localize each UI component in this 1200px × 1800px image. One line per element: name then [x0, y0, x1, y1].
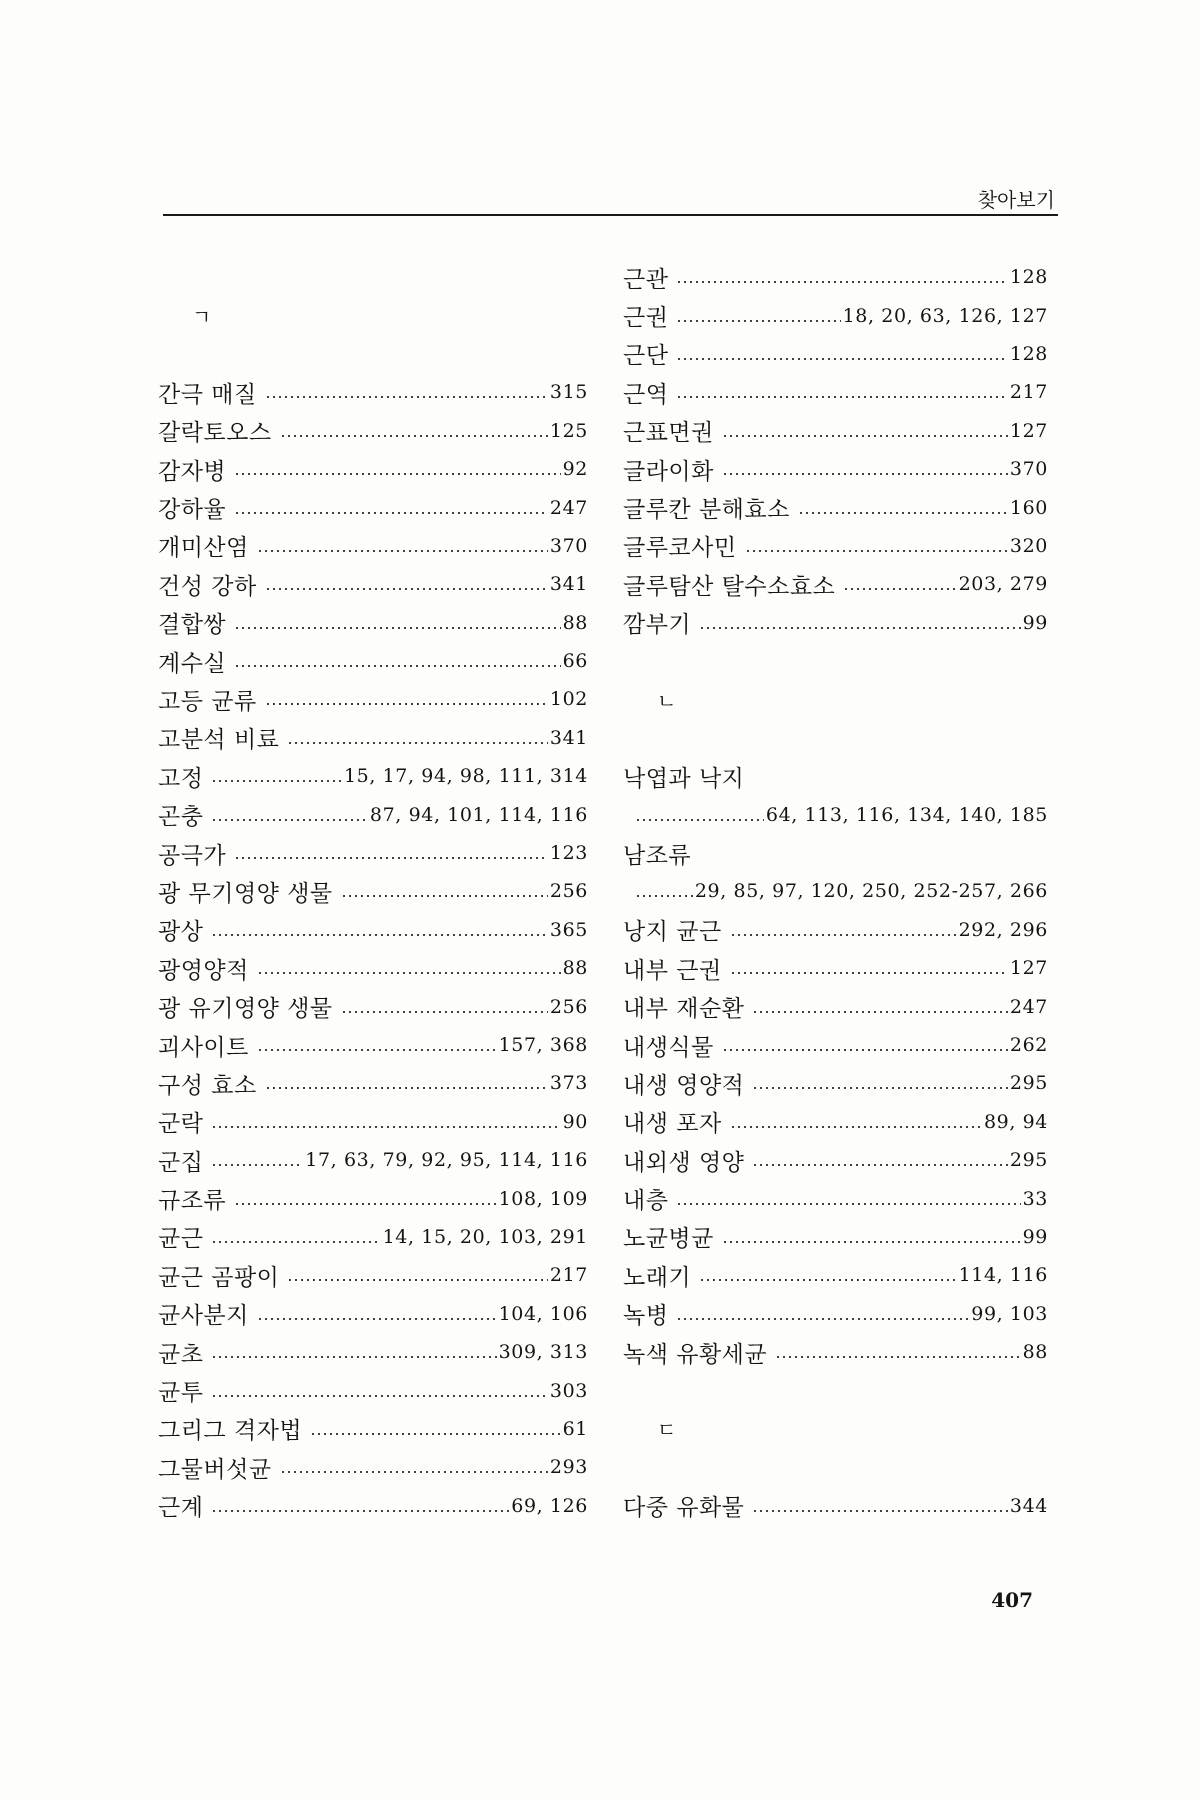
- index-entry: [623, 488, 1048, 526]
- page-refs: 262: [1009, 1034, 1048, 1056]
- index-term: 구성 효소: [158, 1072, 257, 1099]
- page-refs: 370: [1009, 458, 1048, 481]
- dot-leader: [730, 934, 957, 936]
- dot-leader: [745, 550, 1008, 552]
- index-term: 광영양적: [158, 957, 249, 984]
- dot-leader: [287, 1279, 548, 1281]
- page-refs: 203, 279: [958, 573, 1048, 596]
- page-refs: 370: [549, 534, 588, 557]
- section-letter-n: ㄴ: [657, 688, 677, 713]
- index-entry: [623, 1064, 1048, 1102]
- dot-leader: [722, 473, 1008, 475]
- dot-leader: [341, 895, 548, 897]
- index-term: 근권: [623, 305, 669, 332]
- dot-leader: [257, 550, 548, 552]
- page-refs: 90: [562, 1110, 588, 1133]
- index-entry: [623, 1256, 1048, 1294]
- index-term: 근관: [623, 266, 669, 293]
- spacer: [623, 642, 1048, 680]
- page-refs: 373: [549, 1072, 588, 1095]
- page-refs: 89, 94: [983, 1110, 1048, 1133]
- index-entry: [623, 1295, 1048, 1333]
- index-term: 글루탐산 탈수소효소: [623, 573, 836, 600]
- index-entry: [158, 795, 588, 833]
- index-entry: [158, 565, 588, 603]
- section-letter-g: ㄱ: [192, 305, 212, 330]
- dot-leader: [211, 780, 342, 782]
- dot-leader: [211, 1164, 303, 1166]
- dot-leader: [676, 281, 1007, 283]
- index-term: 균투: [158, 1380, 204, 1407]
- dot-leader: [635, 895, 693, 897]
- index-term: 간극 매질: [158, 381, 257, 408]
- index-entry: [158, 1410, 588, 1448]
- dot-leader: [265, 588, 548, 590]
- dot-leader: [234, 627, 560, 629]
- spacer: [623, 1371, 1048, 1409]
- index-entry: [623, 258, 1048, 296]
- page-refs: 99: [1022, 611, 1048, 634]
- dot-leader: [287, 742, 548, 744]
- index-term: 그물버섯균: [158, 1456, 272, 1483]
- page-refs: 293: [549, 1456, 588, 1479]
- index-entry: [158, 1487, 588, 1525]
- index-term: 공극가: [158, 842, 227, 869]
- index-entry: [158, 757, 588, 795]
- dot-leader: [234, 857, 548, 859]
- dot-leader: [265, 1087, 548, 1089]
- index-term: 내생식물: [623, 1034, 714, 1061]
- index-term: 군락: [158, 1111, 204, 1138]
- page-refs: 15, 17, 94, 98, 111, 314: [343, 765, 588, 788]
- page-refs: 256: [549, 880, 588, 903]
- index-entry: [158, 680, 588, 718]
- index-entry: [158, 1218, 588, 1256]
- index-entry: [623, 1026, 1048, 1064]
- page-refs: 256: [549, 995, 588, 1018]
- index-term: 내생 영양적: [623, 1072, 745, 1099]
- index-entry: [623, 373, 1048, 411]
- index-term: 글루칸 분해효소: [623, 497, 790, 524]
- dot-leader: [211, 1126, 560, 1128]
- dot-leader: [234, 665, 560, 667]
- right-entries-g: [623, 258, 1048, 642]
- index-entry: [623, 1141, 1048, 1179]
- index-term: 균초: [158, 1341, 204, 1368]
- dot-leader: [722, 435, 1008, 437]
- index-term: 노균병균: [623, 1226, 714, 1253]
- dot-leader: [310, 1433, 560, 1435]
- page-refs: 87, 94, 101, 114, 116: [369, 803, 588, 826]
- page-refs: 128: [1009, 342, 1048, 365]
- index-entry: [623, 296, 1048, 334]
- page-refs: 247: [1009, 995, 1048, 1018]
- index-term: 갈락토오스: [158, 420, 272, 447]
- page-refs: 69, 126: [511, 1494, 588, 1517]
- page-refs: 341: [549, 726, 588, 749]
- index-term: 낭지 균근: [623, 919, 722, 946]
- header-rule: [163, 214, 1058, 216]
- page-refs: 88: [562, 611, 588, 634]
- index-term: 규조류: [158, 1188, 227, 1215]
- dot-leader: [676, 396, 1007, 398]
- index-term: 균근 곰팡이: [158, 1264, 280, 1291]
- index-entry: [623, 1487, 1048, 1525]
- page-refs: 88: [1022, 1341, 1048, 1364]
- index-entry: [158, 987, 588, 1025]
- index-entry: [158, 412, 588, 450]
- index-term: 내생 포자: [623, 1111, 722, 1138]
- right-column: [623, 258, 1048, 1525]
- dot-leader: [676, 1318, 969, 1320]
- index-entry: [158, 1256, 588, 1294]
- page-refs: 344: [1009, 1494, 1048, 1517]
- dot-leader: [843, 588, 956, 590]
- index-term: 녹색 유황세균: [623, 1341, 768, 1368]
- index-entry: [623, 1179, 1048, 1217]
- page-refs: 123: [549, 842, 588, 865]
- page-refs: 365: [549, 918, 588, 941]
- dot-leader: [722, 1049, 1008, 1051]
- page-refs: 29, 85, 97, 120, 250, 252-257, 266: [694, 880, 1048, 903]
- dot-leader: [752, 1011, 1008, 1013]
- index-entry: [158, 1295, 588, 1333]
- page-refs: 315: [549, 381, 588, 404]
- dot-leader: [676, 358, 1007, 360]
- dot-leader: [211, 1395, 547, 1397]
- page-refs: 303: [549, 1379, 588, 1402]
- dot-leader: [635, 819, 764, 821]
- index-entry: [158, 527, 588, 565]
- index-term: 글루코사민: [623, 535, 737, 562]
- dot-leader: [257, 972, 561, 974]
- index-term: 내부 재순환: [623, 996, 745, 1023]
- index-term: 근단: [623, 343, 669, 370]
- dot-leader: [752, 1087, 1008, 1089]
- page-refs: 341: [549, 573, 588, 596]
- dot-leader: [211, 1356, 496, 1358]
- page-refs: 247: [549, 496, 588, 519]
- page-refs: 320: [1009, 534, 1048, 557]
- index-entry: [623, 1218, 1048, 1256]
- index-entry: [623, 757, 1048, 795]
- index-term: 개미산염: [158, 535, 249, 562]
- page-refs: 292, 296: [958, 918, 1048, 941]
- index-entry: [158, 1026, 588, 1064]
- left-column: [158, 258, 588, 1525]
- index-entry: [158, 1333, 588, 1371]
- page-refs: 104, 106: [498, 1302, 588, 1325]
- index-term: 그리그 격자법: [158, 1418, 303, 1445]
- section-letter-d: ㄷ: [657, 1418, 677, 1443]
- page-refs: 99, 103: [971, 1302, 1048, 1325]
- page-refs: 66: [562, 650, 588, 673]
- page-refs: 108, 109: [498, 1187, 588, 1210]
- page-refs: 114, 116: [958, 1264, 1048, 1287]
- page-refs: 295: [1009, 1072, 1048, 1095]
- dot-leader: [699, 627, 1020, 629]
- index-term: 군집: [158, 1149, 204, 1176]
- page-refs: 160: [1009, 496, 1048, 519]
- index-entry-continuation: [623, 795, 1048, 833]
- page-refs: 99: [1022, 1225, 1048, 1248]
- dot-leader: [265, 396, 548, 398]
- index-term: 균사분지: [158, 1303, 249, 1330]
- index-entry: [158, 604, 588, 642]
- index-entry: [623, 1103, 1048, 1141]
- dot-leader: [798, 512, 1008, 514]
- index-term: 고등 균류: [158, 688, 257, 715]
- page-refs: 295: [1009, 1149, 1048, 1172]
- page-refs: 18, 20, 63, 126, 127: [842, 304, 1048, 327]
- index-entry: [623, 450, 1048, 488]
- index-term: 깜부기: [623, 612, 692, 639]
- index-term: 괴사이트: [158, 1034, 249, 1061]
- index-term: 내층: [623, 1188, 669, 1215]
- dot-leader: [234, 512, 548, 514]
- index-term: 글라이화: [623, 458, 714, 485]
- index-entry: [623, 949, 1048, 987]
- dot-leader: [280, 1471, 548, 1473]
- page-number: 407: [991, 1588, 1033, 1612]
- page-refs: 61: [562, 1417, 588, 1440]
- dot-leader: [257, 1049, 497, 1051]
- dot-leader: [211, 1510, 509, 1512]
- dot-leader: [234, 473, 560, 475]
- index-entry: [623, 527, 1048, 565]
- dot-leader: [752, 1164, 1008, 1166]
- index-entry: [158, 872, 588, 910]
- index-term: 강하율: [158, 497, 227, 524]
- page-refs: 14, 15, 20, 103, 291: [382, 1225, 588, 1248]
- page-refs: 127: [1009, 419, 1048, 442]
- index-entry: [158, 1103, 588, 1141]
- dot-leader: [676, 1203, 1020, 1205]
- index-entry: [158, 949, 588, 987]
- index-term: 남조류: [623, 842, 692, 869]
- index-entry: [623, 1333, 1048, 1371]
- index-term: 곤충: [158, 804, 204, 831]
- index-term: 광 유기영양 생물: [158, 996, 333, 1023]
- dot-leader: [722, 1241, 1021, 1243]
- page-refs: 64, 113, 116, 134, 140, 185: [765, 803, 1048, 826]
- index-entry: [158, 719, 588, 757]
- dot-leader: [752, 1510, 1008, 1512]
- index-entry: [158, 911, 588, 949]
- index-term: 고분석 비료: [158, 727, 280, 754]
- running-head: 찾아보기: [977, 188, 1055, 212]
- page-refs: 217: [549, 1264, 588, 1287]
- page-refs: 102: [549, 688, 588, 711]
- dot-leader: [280, 435, 548, 437]
- index-term: 노래기: [623, 1264, 692, 1291]
- index-term: 녹병: [623, 1303, 669, 1330]
- dot-leader: [730, 972, 1008, 974]
- index-entry: [158, 1141, 588, 1179]
- index-term: 광 무기영양 생물: [158, 880, 333, 907]
- index-term: 다중 유화물: [623, 1495, 745, 1522]
- index-entry: [158, 1179, 588, 1217]
- dot-leader: [234, 1203, 496, 1205]
- page-refs: 157, 368: [498, 1034, 588, 1056]
- index-term: 감자병: [158, 458, 227, 485]
- index-entry-continuation: [623, 872, 1048, 910]
- page-refs: 88: [562, 957, 588, 980]
- index-entry: [158, 450, 588, 488]
- index-term: 내부 근권: [623, 957, 722, 984]
- dot-leader: [265, 703, 548, 705]
- index-entry: [158, 373, 588, 411]
- dot-leader: [211, 934, 547, 936]
- page-refs: 128: [1009, 266, 1048, 289]
- index-entry: [158, 1448, 588, 1486]
- index-entry: [623, 412, 1048, 450]
- index-entry: [623, 604, 1048, 642]
- index-term: 낙엽과 낙지: [623, 765, 745, 792]
- index-term: 건성 강하: [158, 573, 257, 600]
- index-term: 근역: [623, 381, 669, 408]
- index-entry: [158, 642, 588, 680]
- index-entry: [623, 911, 1048, 949]
- page-refs: 125: [549, 419, 588, 442]
- dot-leader: [341, 1011, 548, 1013]
- index-entry: [158, 834, 588, 872]
- index-entry: [158, 488, 588, 526]
- spacer: [623, 1448, 1048, 1486]
- left-entries: [158, 373, 588, 1525]
- spacer: [158, 258, 588, 296]
- index-term: 근표면권: [623, 420, 714, 447]
- index-entry: [623, 335, 1048, 373]
- index-entry: [623, 834, 1048, 872]
- dot-leader: [775, 1356, 1020, 1358]
- right-entries-d: [623, 1487, 1048, 1525]
- page-refs: 17, 63, 79, 92, 95, 114, 116: [305, 1149, 588, 1172]
- index-term: 광상: [158, 919, 204, 946]
- page-refs: 33: [1022, 1187, 1048, 1210]
- page-refs: 217: [1009, 381, 1048, 404]
- dot-leader: [699, 1279, 956, 1281]
- dot-leader: [211, 1241, 380, 1243]
- dot-leader: [730, 1126, 982, 1128]
- spacer: [623, 719, 1048, 757]
- index-term: 계수실: [158, 650, 227, 677]
- dot-leader: [257, 1318, 497, 1320]
- page-refs: 92: [562, 458, 588, 481]
- index-entry: [623, 987, 1048, 1025]
- index-term: 근계: [158, 1495, 204, 1522]
- index-term: 결합쌍: [158, 612, 227, 639]
- index-entry: [158, 1371, 588, 1409]
- index-term: 고정: [158, 765, 204, 792]
- right-entries-n: [623, 911, 1048, 1372]
- index-entry: [158, 1064, 588, 1102]
- index-entry: [623, 565, 1048, 603]
- page-refs: 127: [1009, 957, 1048, 980]
- dot-leader: [211, 819, 367, 821]
- spacer: [158, 335, 588, 373]
- dot-leader: [676, 320, 840, 322]
- page-refs: 309, 313: [498, 1341, 588, 1364]
- index-term: 내외생 영양: [623, 1149, 745, 1176]
- index-term: 균근: [158, 1226, 204, 1253]
